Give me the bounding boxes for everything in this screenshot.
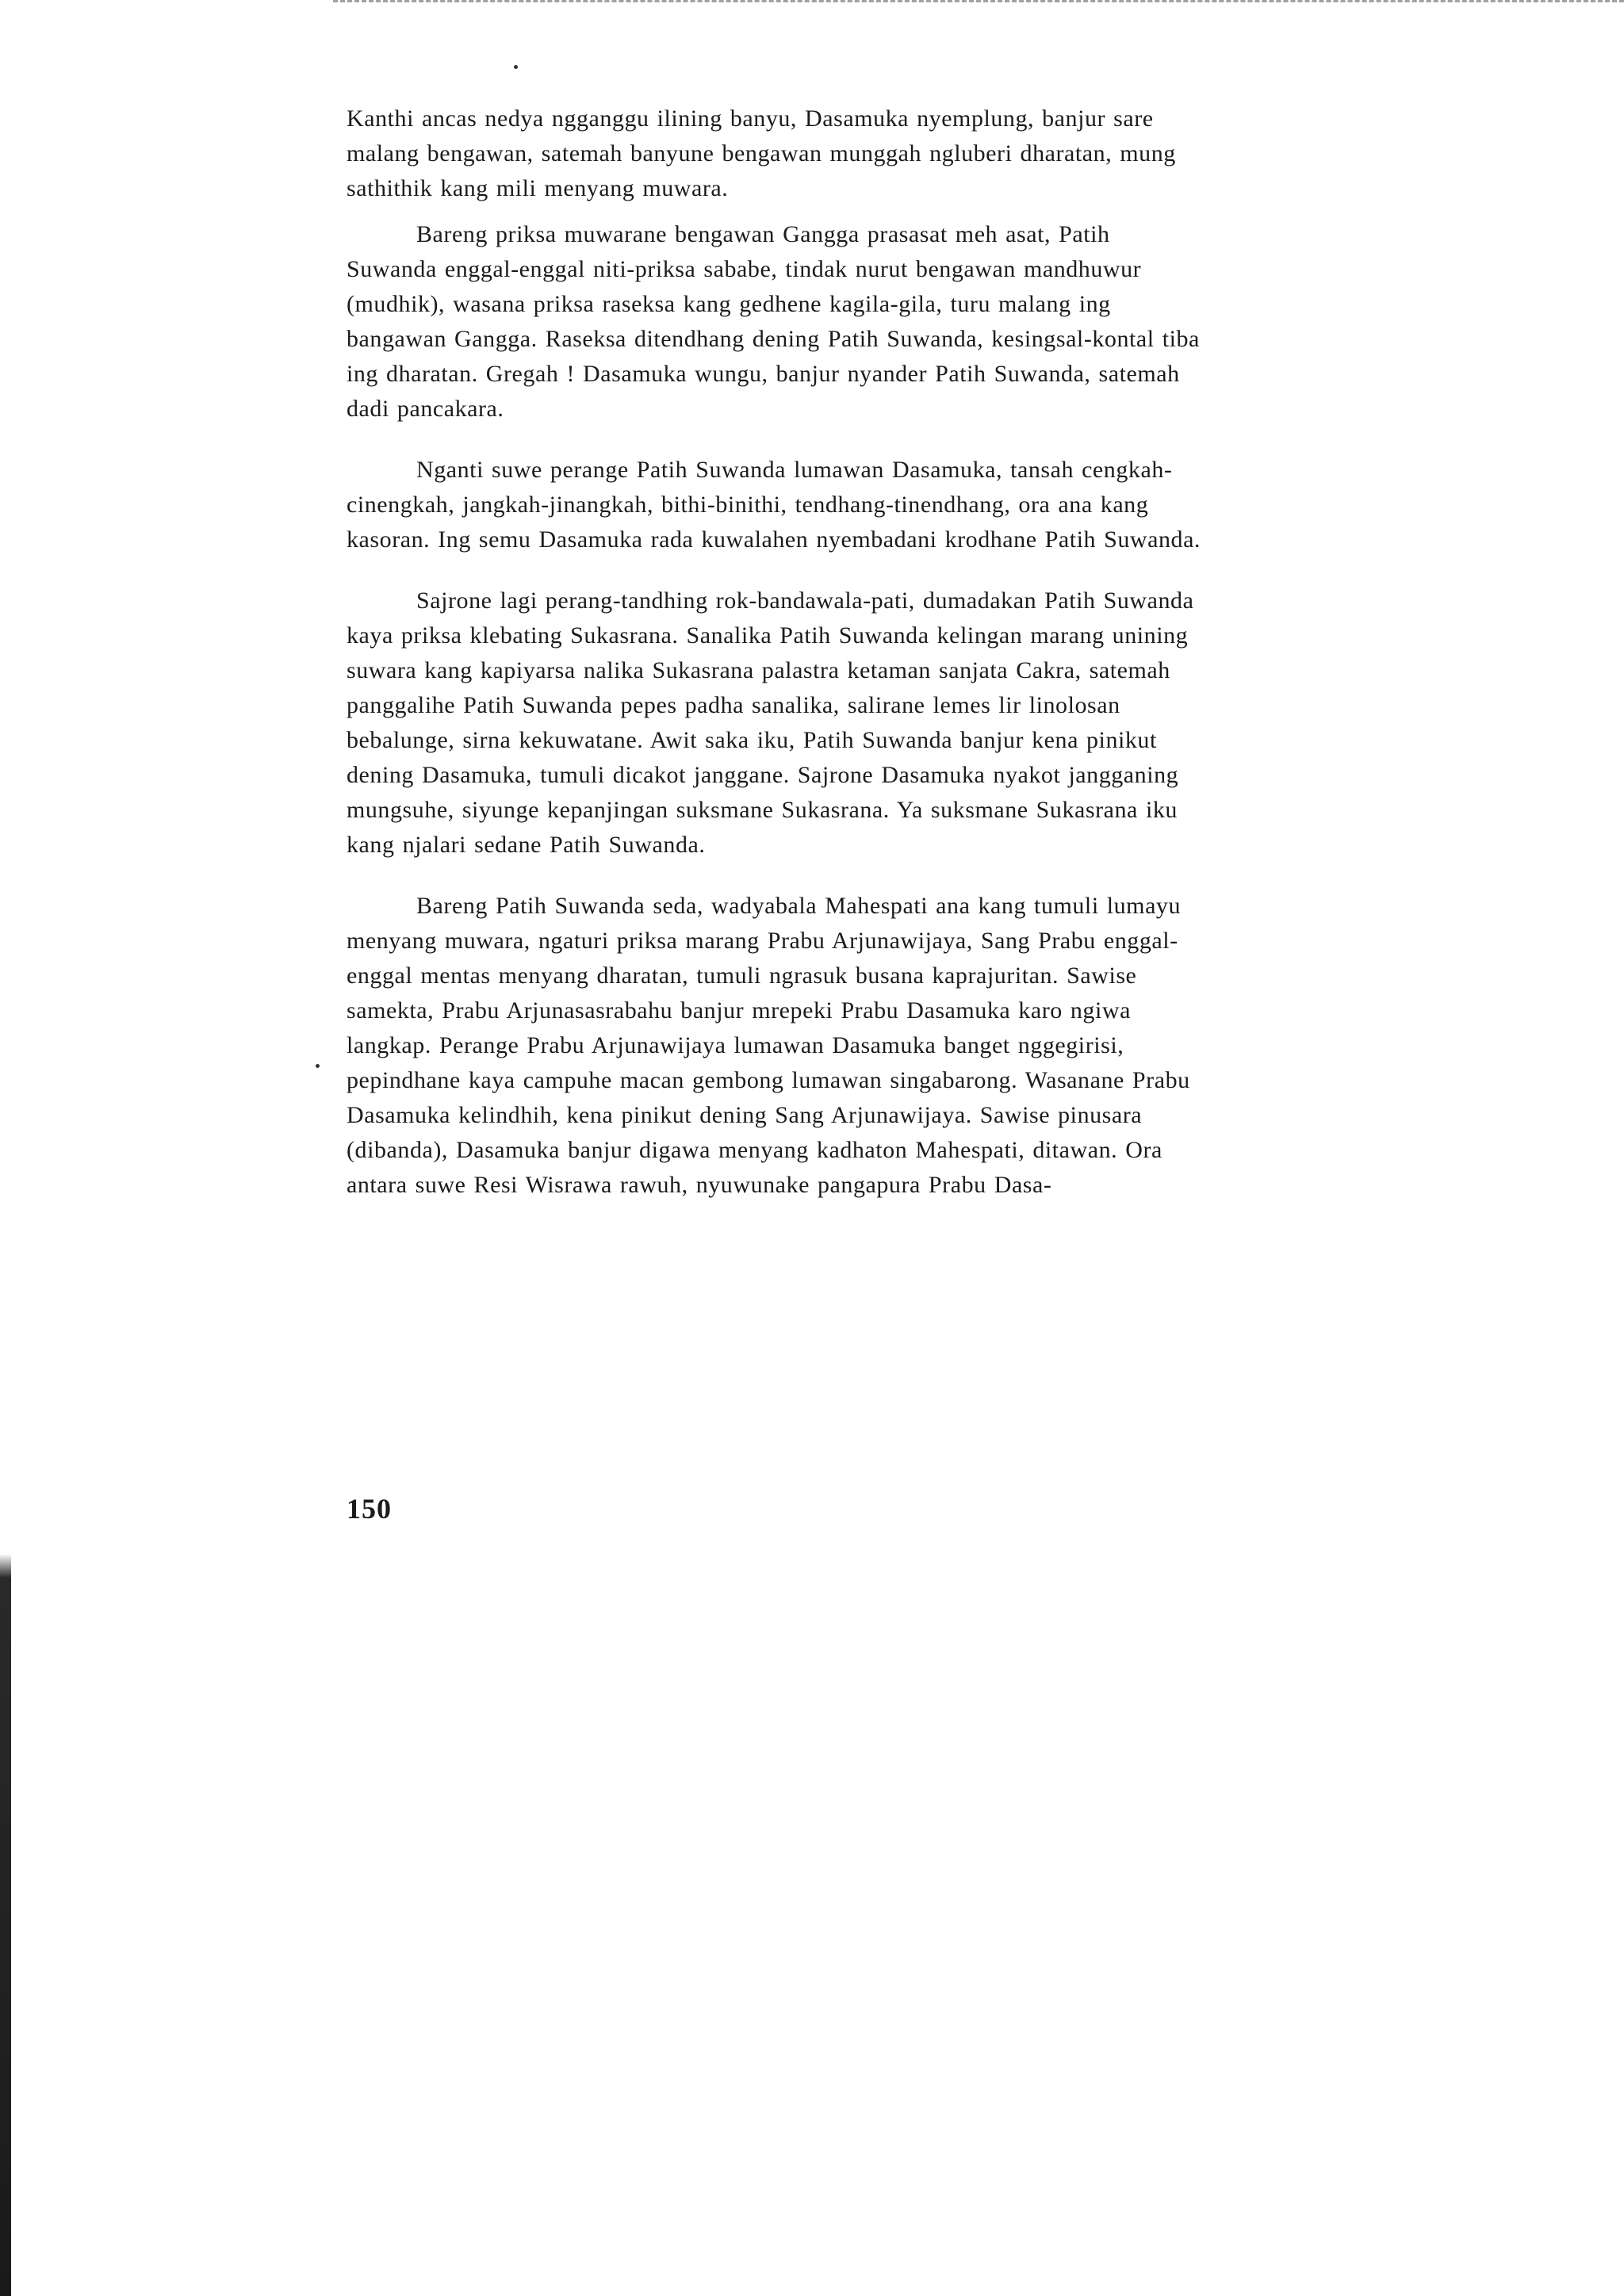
scan-edge-left [0, 0, 11, 2296]
scan-speck [514, 65, 518, 69]
paragraph-2: Bareng priksa muwarane bengawan Gangga prasasat meh asat, Patih Suwanda enggal-enggal niti-priksa sababe, tindak nurut bengawan mandhuwur (mudhik), wasana priksa raseksa kang gedhene kagila-gila, turu malang ing bangawan Gangga. Raseksa ditendhang dening Patih Suwanda, kesingsal-kontal tiba ing dharatan. Gregah ! Dasamuka wungu, banjur nyander Patih Suwanda, satemah dadi pancakara. [347, 221, 1200, 422]
scan-speck [316, 1064, 320, 1068]
book-page-body [347, 101, 1203, 1203]
paragraph-5: Bareng Patih Suwanda seda, wadyabala Mahespati ana kang tumuli lumayu menyang muwara, ngaturi priksa marang Prabu Arjunawijaya, Sang Prabu enggal-enggal mentas menyang dharatan, tumuli ngrasuk busana kaprajuritan. Sawise samekta, Prabu Arjunasasrabahu banjur mrepeki Prabu Dasamuka karo ngiwa langkap. Perange Prabu Arjunawijaya lumawan Dasamuka banget nggegirisi, pepindhane kaya campuhe macan gembong lumawan singabarong. Wasanane Prabu Dasamuka kelindhih, kena pinikut dening Sang Arjunawijaya. Sawise pinusara (dibanda), Dasamuka banjur digawa menyang kadhaton Mahespati, ditawan. Ora antara suwe Resi Wisrawa rawuh, nyuwunake pangapura Prabu Dasa- [347, 893, 1190, 1198]
page-number: 150 [347, 1493, 392, 1525]
paragraph-4: Sajrone lagi perang-tandhing rok-bandawala-pati, dumadakan Patih Suwanda kaya priksa klebating Sukasrana. Sanalika Patih Suwanda kelingan marang unining suwara kang kapiyarsa nalika Sukasrana palastra ketaman sanjata Cakra, satemah panggalihe Patih Suwanda pepes padha sanalika, salirane lemes lir linolosan bebalunge, sirna kekuwatane. Awit saka iku, Patih Suwanda banjur kena pinikut dening Dasamuka, tumuli dicakot janggane. Sajrone Dasamuka nyakot jangganing mungsuhe, siyunge kepanjingan suksmane Sukasrana. Ya suksmane Sukasrana iku kang njalari sedane Patih Suwanda. [347, 587, 1194, 858]
scan-edge-top [333, 0, 1624, 6]
paragraph-1: Kanthi ancas nedya ngganggu ilining banyu, Dasamuka nyemplung, banjur sare malang bengawan, satemah banyune bengawan munggah ngluberi dharatan, mung sathithik kang mili menyang muwara. [347, 105, 1176, 201]
paragraph-3: Nganti suwe perange Patih Suwanda lumawan Dasamuka, tansah cengkah-cinengkah, jangkah-jinangkah, bithi-binithi, tendhang-tinendhang, ora ana kang kasoran. Ing semu Dasamuka rada kuwalahen nyembadani krodhane Patih Suwanda. [347, 457, 1201, 553]
